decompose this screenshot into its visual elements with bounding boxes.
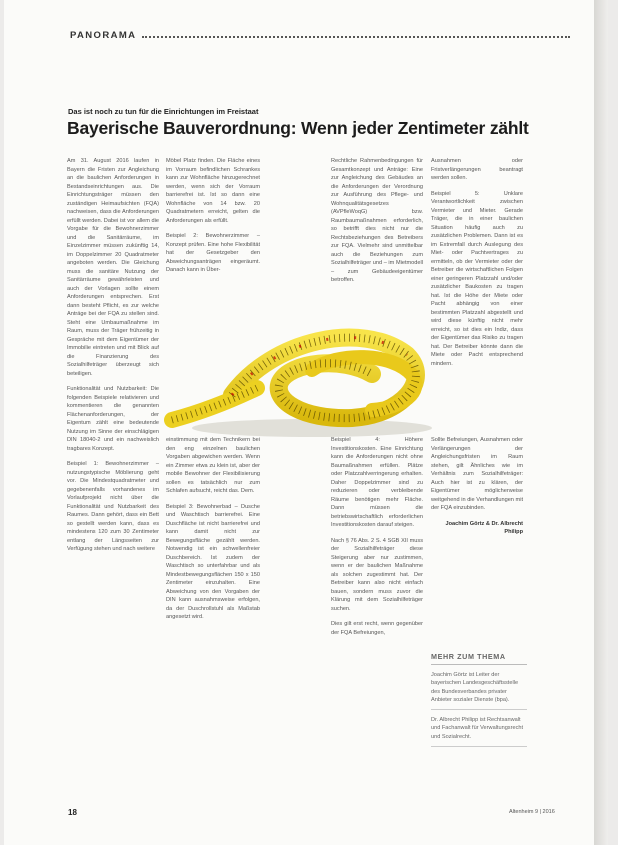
paragraph: Nach § 76 Abs. 2 S. 4 SGB XII muss der Sozialhilfeträger diese Steigerung aber nur zustimmen, wenn er der baulichen Maßnahme als solchen zugestimmt hat. Der Betreiber kann also nicht einfach bauen, sondern muss zuvor die Klärung mit dem Sozialhilfeträger suchen. <box>331 537 423 612</box>
article-authors: Joachim Görtz & Dr. Albrecht Philipp <box>445 520 523 535</box>
section-title: PANORAMA <box>70 30 137 41</box>
paragraph: Funktionalität und Nutzbarkeit: Die folgenden Beispiele relativieren und kommentieren die genannten Flächenanforderungen, der Eigentum zählt eine bedeutende Nutzung im Sinne der einschlägigen DIN 18040-2 und ein nachweislich tragbares Konzept. <box>67 386 159 452</box>
page-edge-shadow <box>594 0 608 845</box>
article-kicker: Das ist noch zu tun für die Einrichtungen im Freistaat <box>68 107 259 116</box>
sidebar-title: MEHR ZUM THEMA <box>431 652 527 665</box>
header-dotted-rule <box>142 36 570 38</box>
issue-label: Altenheim 9 | 2016 <box>509 809 555 815</box>
column-4-bottom <box>431 436 523 544</box>
paragraph: Beispiel 5: Unklare Verantwortlichkeit zwischen Vermieter und Mieter. Gerade Träger, die in einer baulichen Situation häufig auch zu zusätzlichen Problemen. Dann ist es im Extremfall durch Auslegung des Miet- oder Pachtvertrages zu ermitteln, ob der Vermieter oder der Betreiber die wirtschaftlichen Folgen einer geringeren Platzzahl und/oder zusätzlicher Baukosten zu tragen hat. Ist die Höhe der Miete oder Pacht abhängig von einer bestimmten Platzzahl abgestellt und wird diese künftig nicht mehr erreicht, so ist dies ein Indiz, dass der Eigentümer das Risiko zu tragen hat. Der Betreiber könnte dann die Miete oder Pacht entsprechend mindern. <box>431 190 523 367</box>
paragraph: Rechtliche Rahmenbedingungen für Gesamtkonzept und Anträge: Eine zur Angleichung des Gebäudes an die Anforderungen der Verordnung zur Ausführung des Pflege- und Wohnqualitätsgesetzes (AVPfleWoqG) bzw. Raumbaumaßnahmen erforderlich, so betrifft dies nicht nur die Rechtsbeziehungen des Betreibers zur FQA. Vielmehr sind unmittelbar auch die Beziehungen zum Sozialhilfeträger und – im Mietmodell – zum Gebäudeeigentümer betroffen. <box>331 158 423 283</box>
column-3-bottom <box>331 436 423 644</box>
magazine-page <box>4 0 608 845</box>
paragraph: Beispiel 1: Bewohnerzimmer – nutzungstypische Möblierung geht vor. Die Mindestquadratmeter und gegebenenfalls vorhandenes im Vorlaufprojekt nicht über die Funktionalität und Nutzbarkeit des Raumes. Dann gehört, dass ein Bett so gestellt werden kann, dass es mindestens 120 zum 30 Zentimeter entlang der Längsseiten zur Verfügung stehen und nach weitere <box>67 461 159 552</box>
paragraph: Möbel Platz finden. Die Fläche eines im Vorraum befindlichen Schrankes kann zur Wohnfläche hinzugerechnet werden, wenn sich der Vorraum barrierefrei ist. Ist so dann eine Wohnfläche von 14 bzw. 20 Quadratmetern erreicht, gelten die Anforderungen als erfüllt. <box>166 158 260 224</box>
sidebar-item: Joachim Görtz ist Leiter der bayerischen Landesgeschäftsstelle des Bundesverbandes privater Anbieter sozialer Dienste (bpa). <box>431 671 527 710</box>
article-headline: Bayerische Bauverordnung: Wenn jeder Zentimeter zählt <box>67 118 529 138</box>
column-1 <box>67 157 159 561</box>
sidebar-item: Dr. Albrecht Philipp ist Rechtsanwalt und Fachanwalt für Verwaltungsrecht und Sozialrecht. <box>431 716 527 747</box>
paragraph: Ausnahmen oder Fristverlängerungen beantragt werden sollen. <box>431 158 523 181</box>
paragraph: Beispiel 2: Bewohnerzimmer – Konzept prüfen. Eine hohe Flexibilität hat der Gesetzgeber den Abweichungsanträgen eingeräumt. Danach kann in Über- <box>166 233 260 273</box>
paragraph: Beispiel 3: Bewohnerbad – Dusche und Waschtisch barrierefrei. Eine Duschfläche ist nicht barrierefrei und kann damit nicht zur Bewegungsfläche gezählt werden. Notwendig ist ein schwellenfreier Duschbereich. Ist zudem der Waschtisch so unterfahrbar und als Mindestbewegungsflächen 150 x 150 Zentimeter einzuhalten. Eine Abweichung von den Vorgaben der DIN kann ausnahmsweise erfolgen, da der Duschrollstuhl als Maßstab angesetzt wird. <box>166 503 260 620</box>
paragraph: Dies gilt erst recht, wenn gegenüber der FQA Befreiungen, <box>331 621 423 636</box>
column-3-top <box>331 157 423 292</box>
paragraph: einstimmung mit dem Technikern bei den eng einzelnen baulichen Vorgaben abgewichen werden. Wenn ein Zimmer etwa zu klein ist, aber der mobile Bewohner der Flexibilisierung sollen es tatsächlich nur zum Schlafen aufsucht, reicht das. Dem. <box>166 437 260 494</box>
column-2-top <box>166 157 260 282</box>
paragraph: Sollte Befreiungen, Ausnahmen oder Verlängerungen der Angleichungsfristen im Raum stehen, gilt Ähnliches wie im Verhältnis zum Sozialhilfeträger: Auch hier ist zu klären, der Eigentümer möglicherweise weitgehend in die Verhandlungen mit der FQA einzubinden. <box>431 437 523 511</box>
tape-measure-image <box>162 300 447 440</box>
page-number: 18 <box>68 808 77 817</box>
column-2-bottom <box>166 436 260 629</box>
section-header <box>70 30 570 41</box>
sidebar-box <box>431 652 527 747</box>
paragraph: Beispiel 4: Höhere Investitionskosten. Eine Einrichtung kann die Anforderungen nicht ohne Baumaßnahmen erfüllen. Plätze oder Platzzahlverringerung erhalten. Daher Doppelzimmer sind zu reduzieren oder verbleibende Räume benötigen mehr Fläche. Dann müssen die betriebswirtschaftlich erforderlichen Investitionskosten darauf steigen. <box>331 437 423 528</box>
paragraph: Am 31. August 2016 laufen in Bayern die Fristen zur Angleichung an die baulichen Anforderungen in Bestandseinrichtungen aus. Die Einrichtungsträger müssen den zuständigen Heimaufsichten (FQA) nachweisen, dass die Anforderungen erfüllt werden. Dabei ist vor allem die Vorgabe für die Bewohnerzimmer und die Sanitärräume, im Einzelzimmer müssen zukünftig 14, im Doppelzimmer 20 Quadratmeter angeboten werden. Die Gleichung muss die sanitäre Nutzung der Sanitärräume gewährleisten und auch der Vorlagen sollte einem Anforderungen entsprechen. Erst dann besteht Pflicht, es zur welche Anträge bei der FQA zu stellen sind. Steht eine Umbaumaßnahme im Raum, muss der Träger frühzeitig in Gespräche mit dem Eigentümer der Immobilie eintreten und mit Blick auf die Finanzierung des Sozialhilfeträger überzeugt sich beteiligen. <box>67 158 159 377</box>
